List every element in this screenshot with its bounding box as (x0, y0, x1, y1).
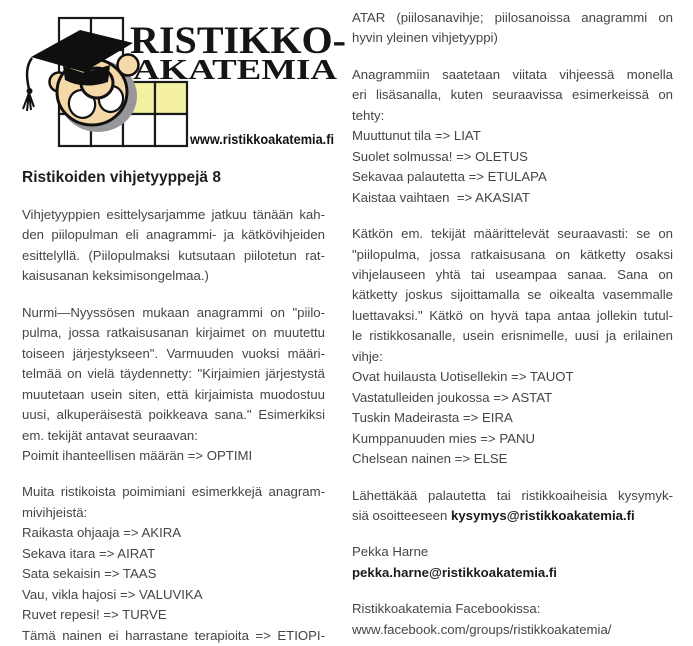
paragraph (352, 542, 673, 583)
bold-email-text: pekka.harne@ristikkoakatemia.fi (352, 564, 557, 580)
logo-title-line2: AKATEMIA (133, 55, 339, 86)
text-line (352, 28, 673, 48)
text-segment: Sata sekaisin => TAAS (22, 566, 157, 582)
tassel-cord (27, 58, 32, 89)
text-segment: Ruvet repesi! => TURVE (22, 607, 167, 623)
text-segment: em. tekijät antavat seuraavan: (22, 427, 198, 443)
text-segment: Ovat huilausta Uotisellekin => TAUOT (352, 369, 574, 385)
text-line (352, 126, 673, 146)
text-line (22, 205, 325, 225)
text-segment: uusi, alkuperäisestä poikkeava sana." Esimerkiksi (22, 407, 325, 423)
text-line (352, 620, 673, 640)
text-segment: pulma, jossa ratkaisusanan kirjaimet on muutettu (22, 325, 325, 341)
text-line (22, 303, 325, 323)
text-line (352, 188, 673, 208)
text-segment: siä osoitteeseen (352, 507, 451, 523)
text-segment: ATAR (piilosanavihje; piilosanoissa anagrammi on (352, 10, 673, 25)
text-line (352, 306, 673, 326)
text-segment: vihje: (352, 348, 383, 364)
text-segment: Sekavaa palautetta => ETULAPA (352, 169, 547, 185)
text-segment: Muuttunut tila => LIAT (352, 128, 481, 144)
text-segment: hyvin yleinen vihjetyyppi) (352, 30, 498, 46)
bold-email-text: kysymys@ristikkoakatemia.fi (450, 507, 635, 523)
text-line (22, 364, 325, 384)
text-segment: telmää on vielä täydennetty: "Kirjaimien järjestystä (22, 366, 325, 382)
text-line (22, 266, 325, 286)
text-line (22, 585, 325, 605)
text-segment: Kätkön em. tekijät määrittelevät seuraavasti: se on (352, 226, 673, 242)
text-segment: Ristikkoakatemia Facebookissa: (352, 601, 541, 617)
logo-website-url: www.ristikkoakatemia.fi (189, 132, 334, 147)
text-segment: Raikasta ohjaaja => AKIRA (22, 525, 182, 541)
text-segment: muutetaan usein siten, että kirjaimista muodostuu (22, 386, 325, 402)
paragraph (352, 486, 673, 527)
text-line (22, 426, 325, 446)
text-segment: kätketty joskus sijoittamalla se oikealta vasemmalle (352, 287, 673, 303)
text-line (352, 85, 673, 105)
text-segment: "piilopulma, jossa ratkaisusana on kätketty osaksi (352, 246, 673, 262)
text-line (352, 388, 673, 408)
text-line (352, 486, 673, 506)
text-line (352, 65, 673, 85)
text-line (352, 408, 673, 428)
text-line (352, 542, 673, 562)
paragraph (22, 303, 325, 467)
text-segment: den piilopulman eli anagrammi- ja kätkövihjeiden (22, 227, 325, 243)
text-line (22, 523, 325, 543)
text-segment: mivihjeistä: (22, 504, 88, 520)
text-line (22, 446, 325, 466)
text-segment: eri lisäsanalla, kuten seuraavissa esimerkeissä on (352, 87, 673, 103)
paragraph (352, 224, 673, 469)
paragraph (22, 205, 325, 287)
left-column (22, 168, 325, 646)
text-line (22, 544, 325, 564)
text-segment: esittelyllä. (Piilopulmaksi kutsutaan piilotetun rat- (22, 247, 325, 263)
text-line (352, 563, 673, 583)
text-segment: Pekka Harne (352, 544, 429, 560)
text-line (22, 626, 325, 646)
text-line (22, 503, 325, 523)
left-column-text (22, 205, 325, 646)
text-line (22, 323, 325, 343)
text-line (22, 564, 325, 584)
text-line (352, 245, 673, 265)
right-column-text (352, 8, 673, 640)
text-line (22, 482, 325, 502)
text-segment: Suolet solmussa! => OLETUS (352, 148, 528, 164)
text-line (352, 285, 673, 305)
text-line (352, 106, 673, 126)
text-segment: Nurmi—Nyyssösen mukaan anagrammi on "piilo- (22, 304, 325, 320)
text-segment: Tuskin Madeirasta => EIRA (352, 410, 513, 426)
text-line (22, 385, 325, 405)
text-segment: Kumppanuuden mies => PANU (352, 430, 536, 446)
text-line (22, 246, 325, 266)
text-segment: luettavaksi." Kätkö on hyvä tapa antaa jollekin tutul- (352, 307, 673, 323)
text-line (352, 367, 673, 387)
text-segment: www.facebook.com/groups/ristikkoakatemia/ (352, 621, 612, 637)
text-segment: kaisusanan keksimisongelmaa.) (22, 268, 209, 284)
text-segment: Vau, vikla hajosi => VALUVIKA (22, 586, 203, 602)
text-line (352, 265, 673, 285)
logo-title-line1: RISTIKKO- (130, 19, 346, 62)
text-line (352, 224, 673, 244)
text-line (352, 167, 673, 187)
paragraph (352, 65, 673, 208)
paragraph (22, 482, 325, 646)
text-line (22, 225, 325, 245)
article-title: Ristikoiden vihjetyyppejä 8 (22, 169, 221, 186)
text-segment: toiseen järjestykseen". Varmuuden vuoksi määri- (22, 345, 325, 361)
paragraph (352, 599, 673, 640)
text-line (22, 344, 325, 364)
text-line (352, 147, 673, 167)
text-segment: Lähettäkää palautetta tai ristikkoaiheisia kysymyk- (352, 487, 673, 503)
text-segment: Tämä nainen ei harrastane terapioita => ETIOPI- (22, 627, 325, 643)
right-column (352, 8, 673, 640)
text-segment: vihjelauseen yhtä tai useampaa sanaa. Sana on (352, 266, 673, 282)
text-segment: Vastatulleiden joukossa => ASTAT (352, 389, 553, 405)
ristikkoakatemia-logo (18, 3, 348, 153)
text-segment: Vihjetyyppien esittelysarjamme jatkuu tänään kah- (22, 207, 325, 222)
text-segment: Sekava itara => AIRAT (22, 545, 156, 561)
text-segment: Poimit ihanteellisen määrän => OPTIMI (22, 447, 253, 463)
text-segment: Muita ristikoista poimimiani esimerkkejä anagram- (22, 484, 325, 500)
text-line (352, 8, 673, 28)
paragraph (352, 8, 673, 49)
text-line (352, 449, 673, 469)
logo-wordmark (130, 19, 346, 86)
tassel-fringe (23, 93, 34, 111)
text-segment: tehty: (352, 107, 385, 123)
text-line (22, 405, 325, 425)
text-line (352, 326, 673, 346)
text-line (352, 599, 673, 619)
text-line (352, 429, 673, 449)
text-segment: Kaistaa vaihtaen => AKASIAT (352, 189, 530, 205)
text-segment: Anagrammiin saatetaan viitata vihjeessä monella (352, 66, 673, 82)
text-line (22, 605, 325, 625)
logo-graphic (18, 3, 348, 153)
text-line (352, 506, 673, 526)
text-line (352, 347, 673, 367)
text-segment: Chelsean nainen => ELSE (352, 451, 508, 467)
text-segment: le ristikkosanalle, usein erisnimelle, uusi ja erilainen (352, 328, 673, 344)
